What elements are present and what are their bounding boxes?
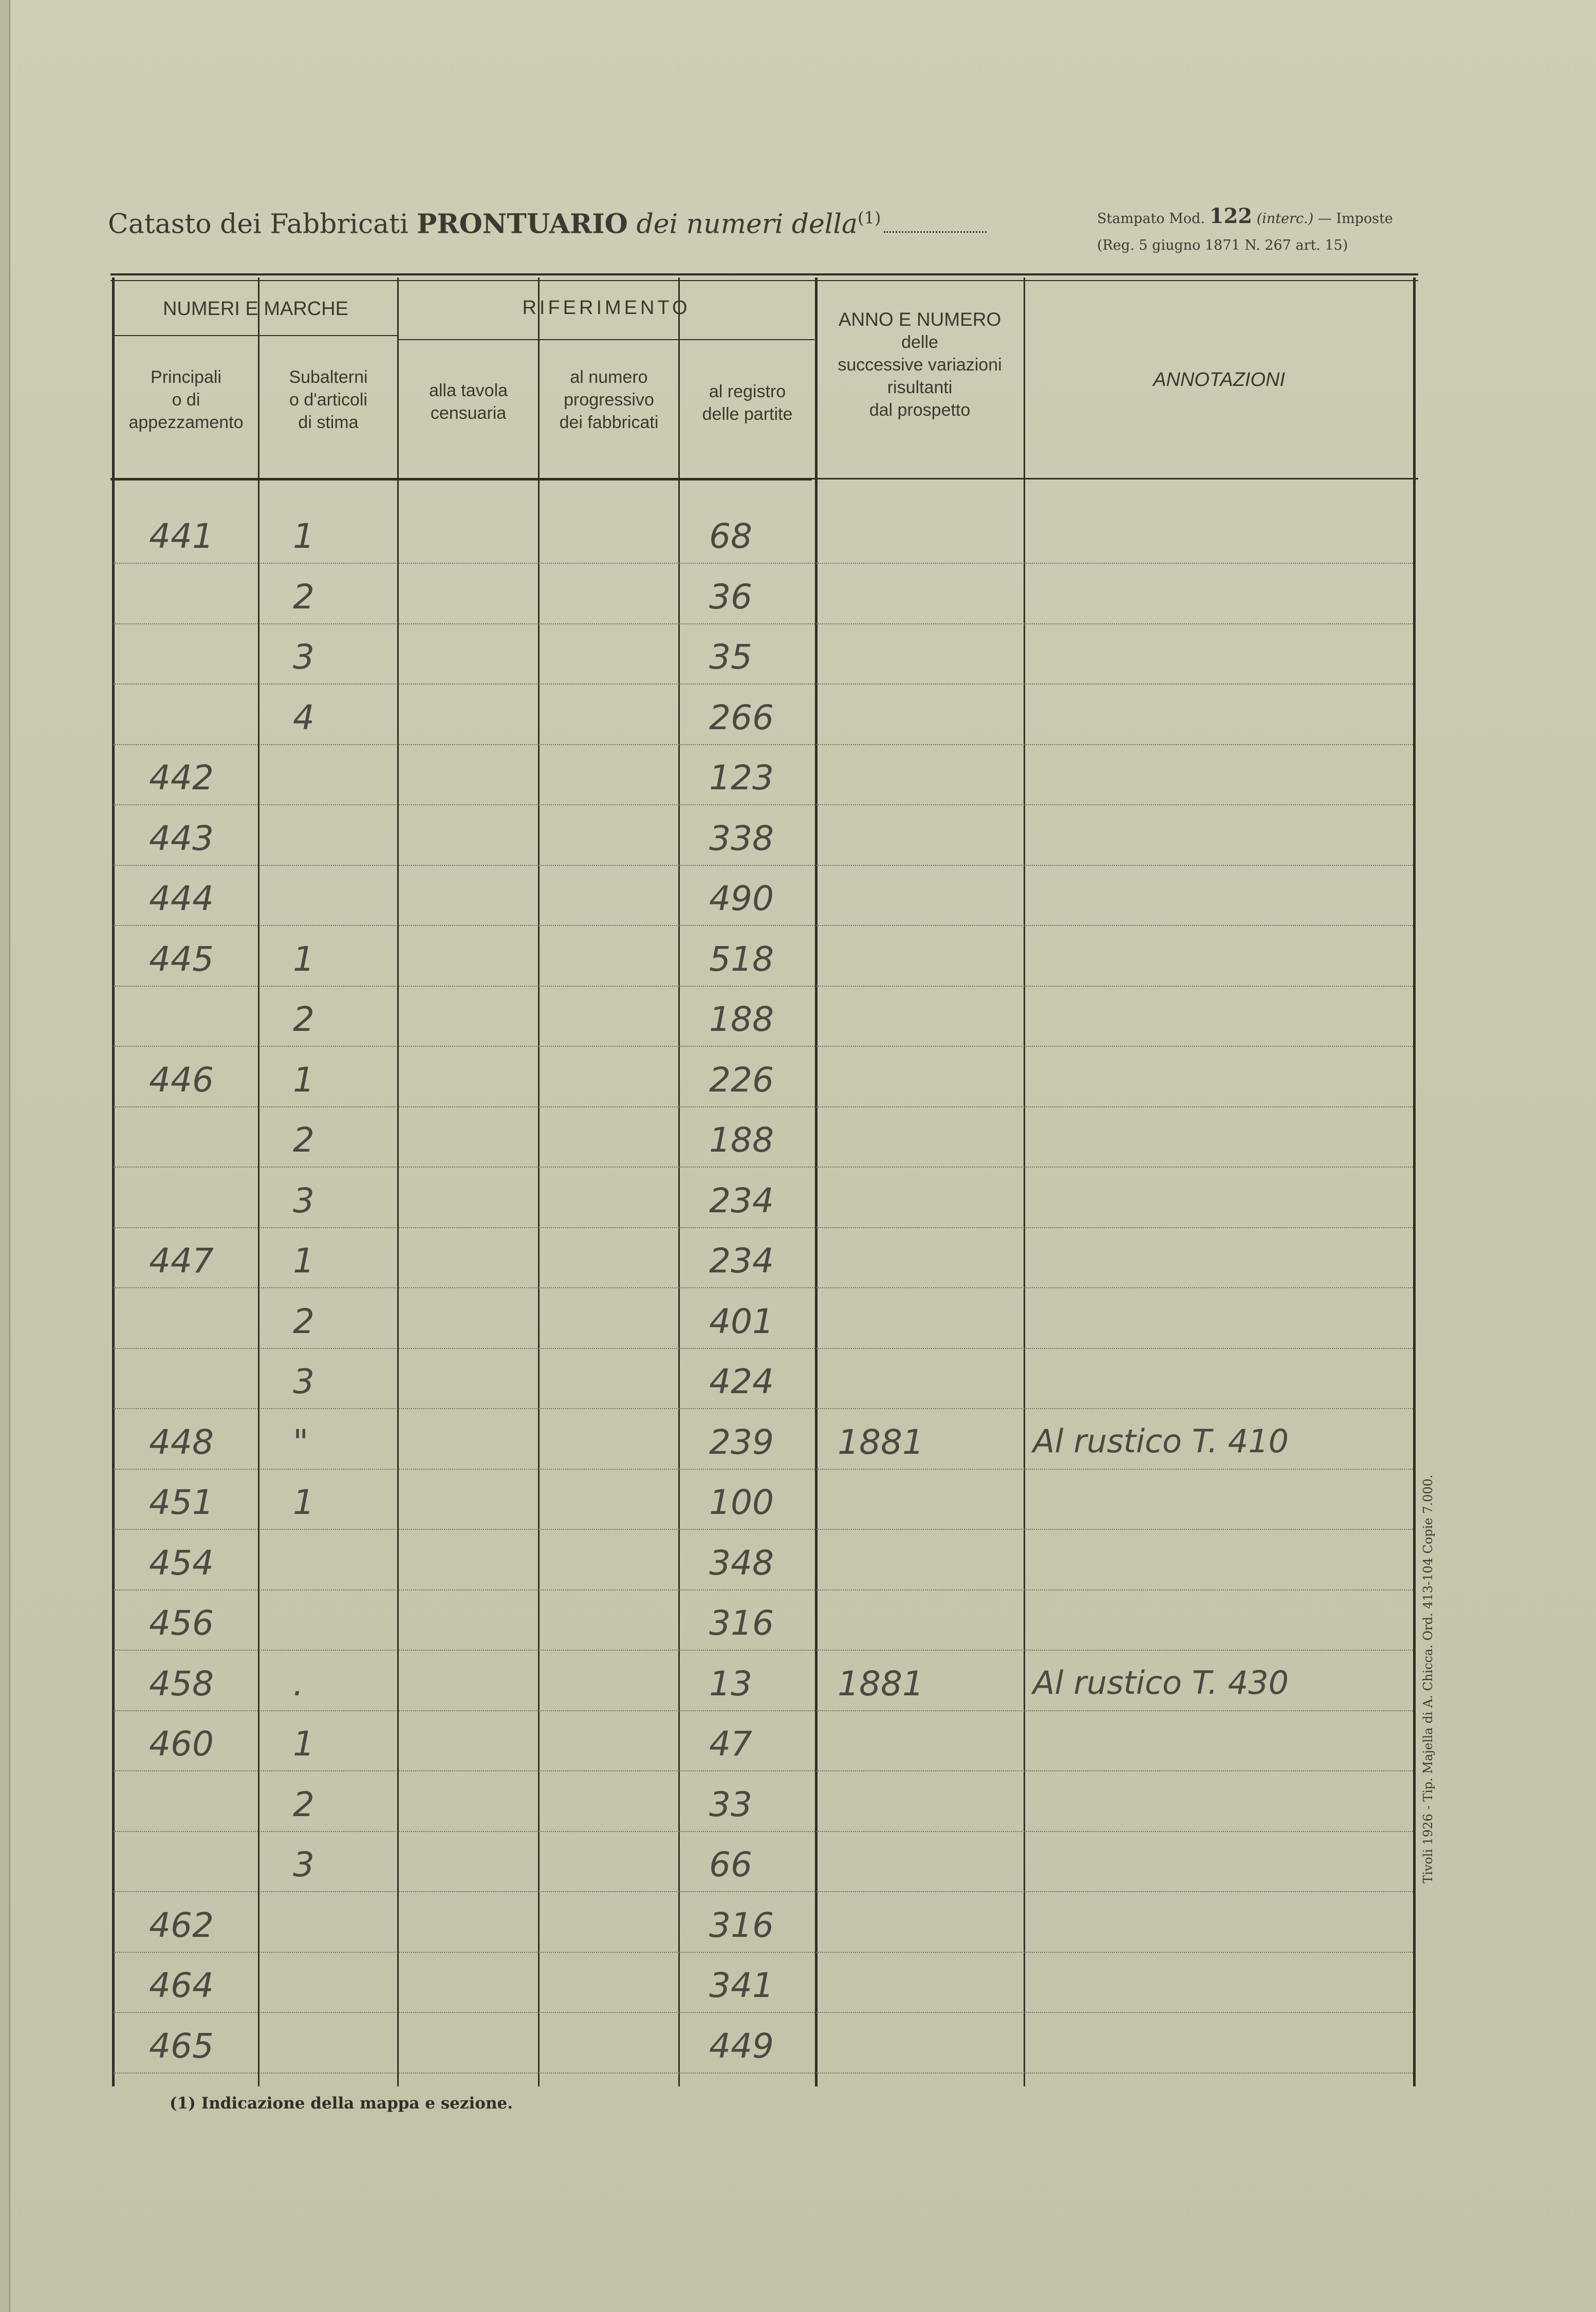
page-title: [108, 208, 987, 239]
row-rule: [113, 1348, 1413, 1349]
printer-imprint: Tivoli 1926 - Tip. Majella di A. Chicca. Ord. 413-104 Copie 7.000.: [1421, 1474, 1435, 1883]
cell-subalterno: 1: [293, 1483, 314, 1522]
row-rule: [113, 623, 1413, 624]
cell-principale: 444: [149, 879, 214, 918]
cell-subalterno: 2: [293, 1784, 314, 1824]
header-numeri-marche: NUMERI E MARCHE: [162, 298, 349, 320]
cell-registro: 68: [709, 516, 752, 556]
cell-registro: 316: [709, 1603, 774, 1643]
cell-registro: 188: [709, 1120, 774, 1160]
row-rule: [113, 1891, 1413, 1892]
header-principali: Principali o di appezzamento: [128, 367, 244, 432]
row-rule: [113, 1106, 1413, 1107]
row-rule: [113, 804, 1413, 805]
column-divider: [678, 278, 680, 2086]
row-rule: [113, 1287, 1413, 1288]
cell-subalterno: 1: [293, 939, 314, 979]
cell-subalterno: 1: [293, 1060, 314, 1100]
cell-registro: 239: [709, 1422, 774, 1462]
header-tavola: alla tavola censuaria: [429, 381, 508, 423]
cell-subalterno: 2: [293, 1301, 314, 1341]
cell-subalterno: 2: [293, 577, 314, 617]
cell-registro: 36: [709, 577, 752, 617]
cell-registro: 188: [709, 1000, 774, 1039]
cell-principale: 447: [149, 1241, 214, 1281]
title-italic: dei numeri della: [636, 209, 858, 240]
row-rule: [113, 563, 1413, 564]
title-bold: PRONTUARIO: [417, 208, 628, 240]
cell-registro: 234: [709, 1241, 774, 1281]
page-binding-edge: [0, 0, 10, 2312]
footnote: (1) Indicazione della mappa e sezione.: [170, 2094, 513, 2113]
header-progressivo: al numero progressivo dei fabbricati: [559, 367, 659, 432]
row-rule: [113, 1408, 1413, 1409]
cell-principale: 465: [149, 2026, 214, 2066]
cell-registro: 518: [709, 939, 774, 979]
cell-subalterno: 2: [293, 1120, 314, 1160]
cell-registro: 348: [709, 1543, 774, 1583]
row-rule: [113, 1227, 1413, 1228]
cell-subalterno: 2: [293, 1000, 314, 1039]
cell-registro: 100: [709, 1483, 774, 1522]
row-rule: [113, 2073, 1413, 2074]
column-divider: [397, 278, 399, 2086]
form-label: Stampato Mod.: [1097, 211, 1205, 227]
table-top-rule-inner: [110, 280, 1418, 281]
row-rule: [113, 2012, 1413, 2013]
header-bottom-rule: [110, 478, 812, 480]
cell-subalterno: 4: [293, 697, 314, 737]
row-rule: [113, 1952, 1413, 1953]
cell-subalterno: 3: [293, 637, 314, 677]
title-blank-line: [884, 231, 987, 233]
row-rule: [113, 1046, 1413, 1047]
form-office: — Imposte: [1317, 211, 1393, 227]
cell-registro: 490: [709, 879, 774, 918]
cell-principale: 464: [149, 1966, 214, 2005]
row-rule: [113, 986, 1413, 987]
cell-principale: 460: [149, 1724, 214, 1764]
form-reference: [1097, 203, 1393, 259]
title-footnote-marker: (1): [858, 208, 881, 228]
column-divider: [815, 278, 818, 2086]
cell-subalterno: 3: [293, 1845, 314, 1884]
form-reference-line1: [1097, 203, 1393, 232]
cell-anno: 1881: [838, 1422, 924, 1462]
cell-anno: 1881: [838, 1663, 924, 1704]
cell-principale: 442: [149, 758, 214, 798]
header-registro: al registro delle partite: [702, 382, 793, 424]
cell-subalterno: ": [293, 1422, 309, 1462]
cell-principale: 445: [149, 939, 214, 979]
cell-registro: 123: [709, 758, 774, 798]
header-anno-numero: ANNO E NUMERO delle successive variazioni risultanti dal prospetto: [838, 309, 1002, 420]
cell-principale: 456: [149, 1603, 214, 1643]
title-prefix: Catasto dei Fabbricati: [108, 209, 409, 240]
column-divider: [1024, 278, 1025, 2086]
group-underline: [113, 335, 398, 336]
column-divider: [538, 278, 540, 2086]
header-subalterni: Subalterni o d'articoli di stima: [289, 367, 368, 432]
header-bottom-rule-right: [812, 478, 1418, 479]
row-rule: [113, 1167, 1413, 1168]
form-reference-line2: (Reg. 5 giugno 1871 N. 267 art. 15): [1097, 237, 1348, 253]
row-rule: [113, 1770, 1413, 1771]
row-rule: [113, 1529, 1413, 1530]
cell-registro: 341: [709, 1966, 774, 2005]
cell-subalterno: 1: [293, 516, 314, 556]
cell-registro: 35: [709, 637, 752, 677]
row-rule: [113, 1710, 1413, 1711]
form-variant: (interc.): [1256, 211, 1314, 227]
cell-registro: 266: [709, 697, 774, 737]
row-rule: [113, 1650, 1413, 1651]
cell-registro: 47: [709, 1724, 752, 1764]
cell-registro: 424: [709, 1362, 774, 1401]
cell-registro: 338: [709, 818, 774, 858]
cell-principale: 462: [149, 1905, 214, 1945]
cell-principale: 446: [149, 1060, 214, 1100]
cell-registro: 401: [709, 1301, 774, 1341]
cell-principale: 454: [149, 1543, 214, 1583]
cell-subalterno: 1: [293, 1724, 314, 1764]
cell-annotazione: Al rustico T. 410: [1033, 1422, 1289, 1460]
cell-subalterno: 3: [293, 1362, 314, 1401]
table-top-rule: [110, 273, 1418, 275]
column-divider: [258, 278, 259, 2086]
cell-principale: 443: [149, 818, 214, 858]
cell-principale: 448: [149, 1422, 214, 1462]
cell-annotazione: Al rustico T. 430: [1033, 1663, 1289, 1701]
row-rule: [113, 865, 1413, 866]
cell-registro: 66: [709, 1845, 752, 1884]
cell-registro: 316: [709, 1905, 774, 1945]
header-annotazioni: ANNOTAZIONI: [1153, 369, 1285, 391]
cell-registro: 449: [709, 2026, 774, 2066]
cell-principale: 441: [149, 516, 214, 556]
header-riferimento: RIFERIMENTO: [522, 297, 691, 319]
row-rule: [113, 683, 1413, 685]
row-rule: [113, 1469, 1413, 1470]
form-number: 122: [1209, 204, 1252, 228]
cell-principale: 458: [149, 1663, 214, 1704]
cell-subalterno: .: [293, 1663, 304, 1704]
cell-registro: 226: [709, 1060, 774, 1100]
cell-registro: 13: [709, 1663, 752, 1704]
column-divider: [112, 278, 115, 2086]
row-rule: [113, 744, 1413, 745]
cell-principale: 451: [149, 1483, 214, 1522]
row-rule: [113, 925, 1413, 926]
cell-subalterno: 1: [293, 1241, 314, 1281]
cell-subalterno: 3: [293, 1180, 314, 1220]
row-rule: [113, 1831, 1413, 1832]
cell-registro: 234: [709, 1180, 774, 1220]
group-underline: [398, 339, 814, 340]
row-rule: [113, 1589, 1413, 1590]
column-divider: [1413, 278, 1416, 2086]
cell-registro: 33: [709, 1784, 752, 1824]
